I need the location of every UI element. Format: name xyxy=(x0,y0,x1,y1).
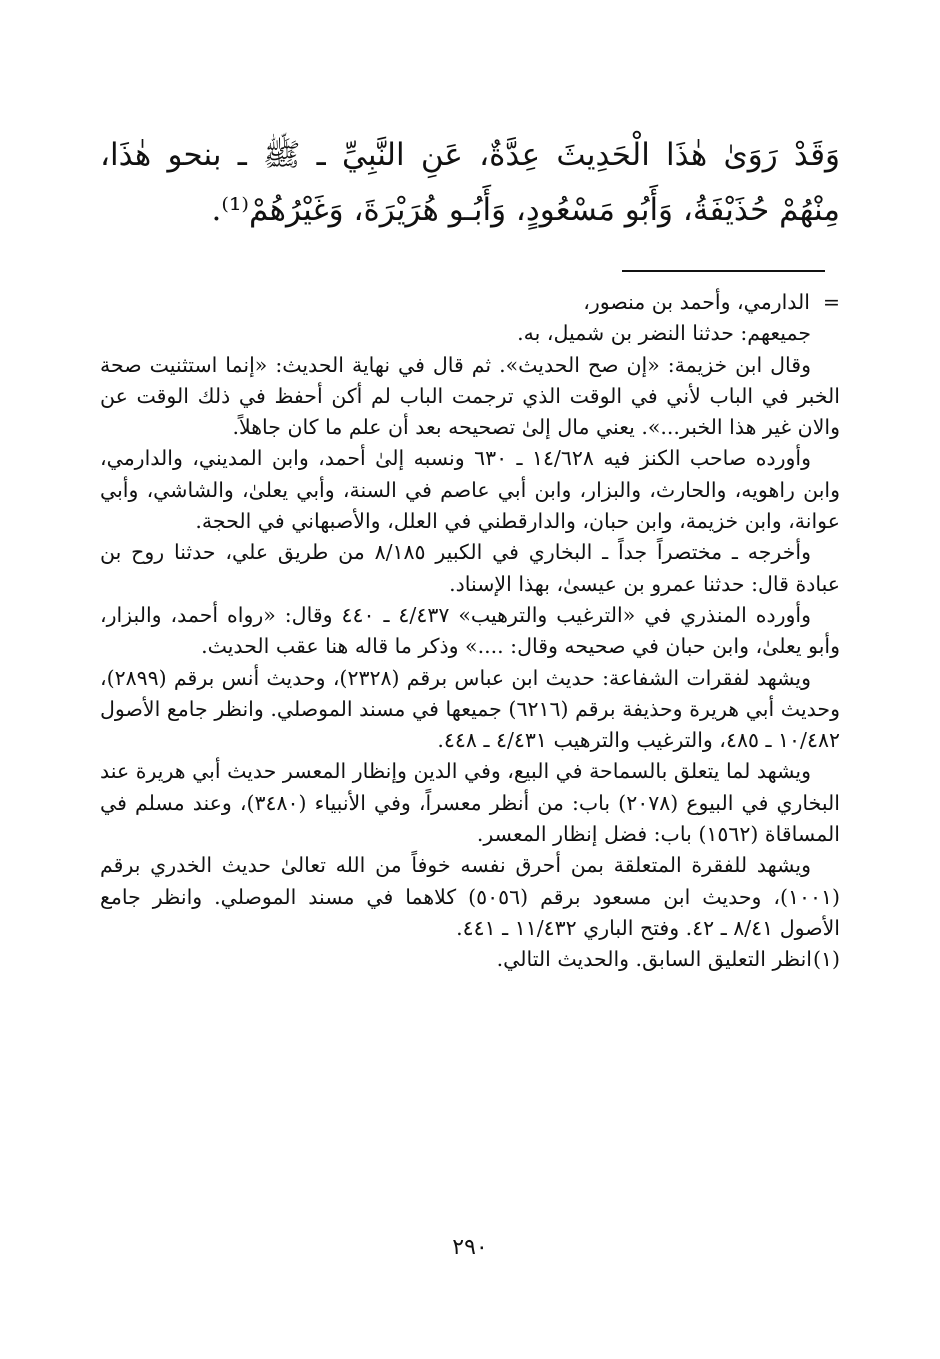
footnote-paragraph: وأورده صاحب الكنز فيه ١٤/٦٢٨ ـ ٦٣٠ ونسبه إلىٰ أحمد، وابن المديني، والدارمي، وابن راهويه، والحارث، والبزار، وابن أبي عاصم في السنة، وأبي يعلىٰ، والشاشي، وأبي عوانة، وابن خزيمة، وابن حبان، والدارقطني في العلل، والأصبهاني في الحجة. xyxy=(100,446,840,534)
footnote-paragraph: جميعهم: حدثنا النضر بن شميل، به. xyxy=(517,321,811,346)
footnote-paragraph: ويشهد للفقرة المتعلقة بمن أحرق نفسه خوفاً من الله تعالىٰ حديث الخدري برقم (١٠٠١)، وحديث ابن مسعود برقم (٥٠٥٦) كلاهما في مسند الموصلي. وانظر جامع الأصول ٨/٤١ ـ ٤٢. وفتح الباري ١١/٤٣٢ ـ ٤٤١. xyxy=(100,853,841,940)
footnote-paragraph: الدارمي، وأحمد بن منصور، xyxy=(583,290,810,314)
footnote-paragraph: وأخرجه ـ مختصراً جداً ـ البخاري في الكبير ٨/١٨٥ من طريق علي، حدثنا روح بن عبادة قال: حدثنا عمرو بن عيسىٰ، بهذا الإسناد. xyxy=(100,540,840,596)
footnote-number: (١) xyxy=(812,947,840,972)
footnote-continuation xyxy=(100,287,840,318)
main-hadith-text: وَقَدْ رَوَىٰ هٰذَا الْحَدِيثَ عِدَّةٌ، عَنِ النَّبِيِّ ـ ﷺ ـ بنحو هٰذَا، مِنْهُمْ حُذَيْفَةُ، وَأَبُو مَسْعُودٍ، وَأَبُـو هُرَيْرَةَ، وَغَيْرُهُمْ⁽¹⁾. xyxy=(100,137,840,228)
footnotes-block xyxy=(100,287,840,976)
footnote-note-1 xyxy=(100,944,840,975)
footnote-paragraph: وأورده المنذري في «الترغيب والترهيب» ٤/٤٣٧ ـ ٤٤٠ وقال: «رواه أحمد، والبزار، وأبو يعلىٰ، وابن حبان في صحيحه وقال: ....» وذكر ما قاله هنا عقب الحديث. xyxy=(100,602,840,659)
footnote-paragraph: ويشهد لفقرات الشفاعة: حديث ابن عباس برقم (٢٣٢٨)، وحديث أنس برقم (٢٨٩٩)، وحديث أبي هريرة وحذيفة برقم (٦٢١٦) جميعها في مسند الموصلي. وانظر جامع الأصول ١٠/٤٨٢ ـ ٤٨٥، والترغيب والترهيب ٤/٤٣١ ـ ٤٤٨. xyxy=(100,665,840,753)
footnote-note-text: انظر التعليق السابق. والحديث التالي. xyxy=(496,947,812,972)
footnote-separator xyxy=(622,270,825,272)
page-number: ٢٩٠ xyxy=(452,1235,488,1260)
footnote-paragraph: ويشهد لما يتعلق بالسماحة في البيع، وفي الدين وإنظار المعسر حديث أبي هريرة عند البخاري في البيوع (٢٠٧٨) باب: من أنظر معسراً، وفي الأنبياء (٣٤٨٠)، وعند مسلم في المساقاة (١٥٦٢) باب: فضل إنظار المعسر. xyxy=(100,759,841,847)
continuation-marker: = xyxy=(822,290,840,314)
footnote-paragraph: وقال ابن خزيمة: «إن صح الحديث». ثم قال في نهاية الحديث: «إنما استثنيت صحة الخبر في الباب لأني في الوقت الذي ترجمت الباب لم أكن أحفظ في ذلك الوقت عن والان غير هذا الخبر...». يعني مال إلىٰ تصحيحه بعد أن علم ما كان جاهلاً. xyxy=(100,352,840,440)
